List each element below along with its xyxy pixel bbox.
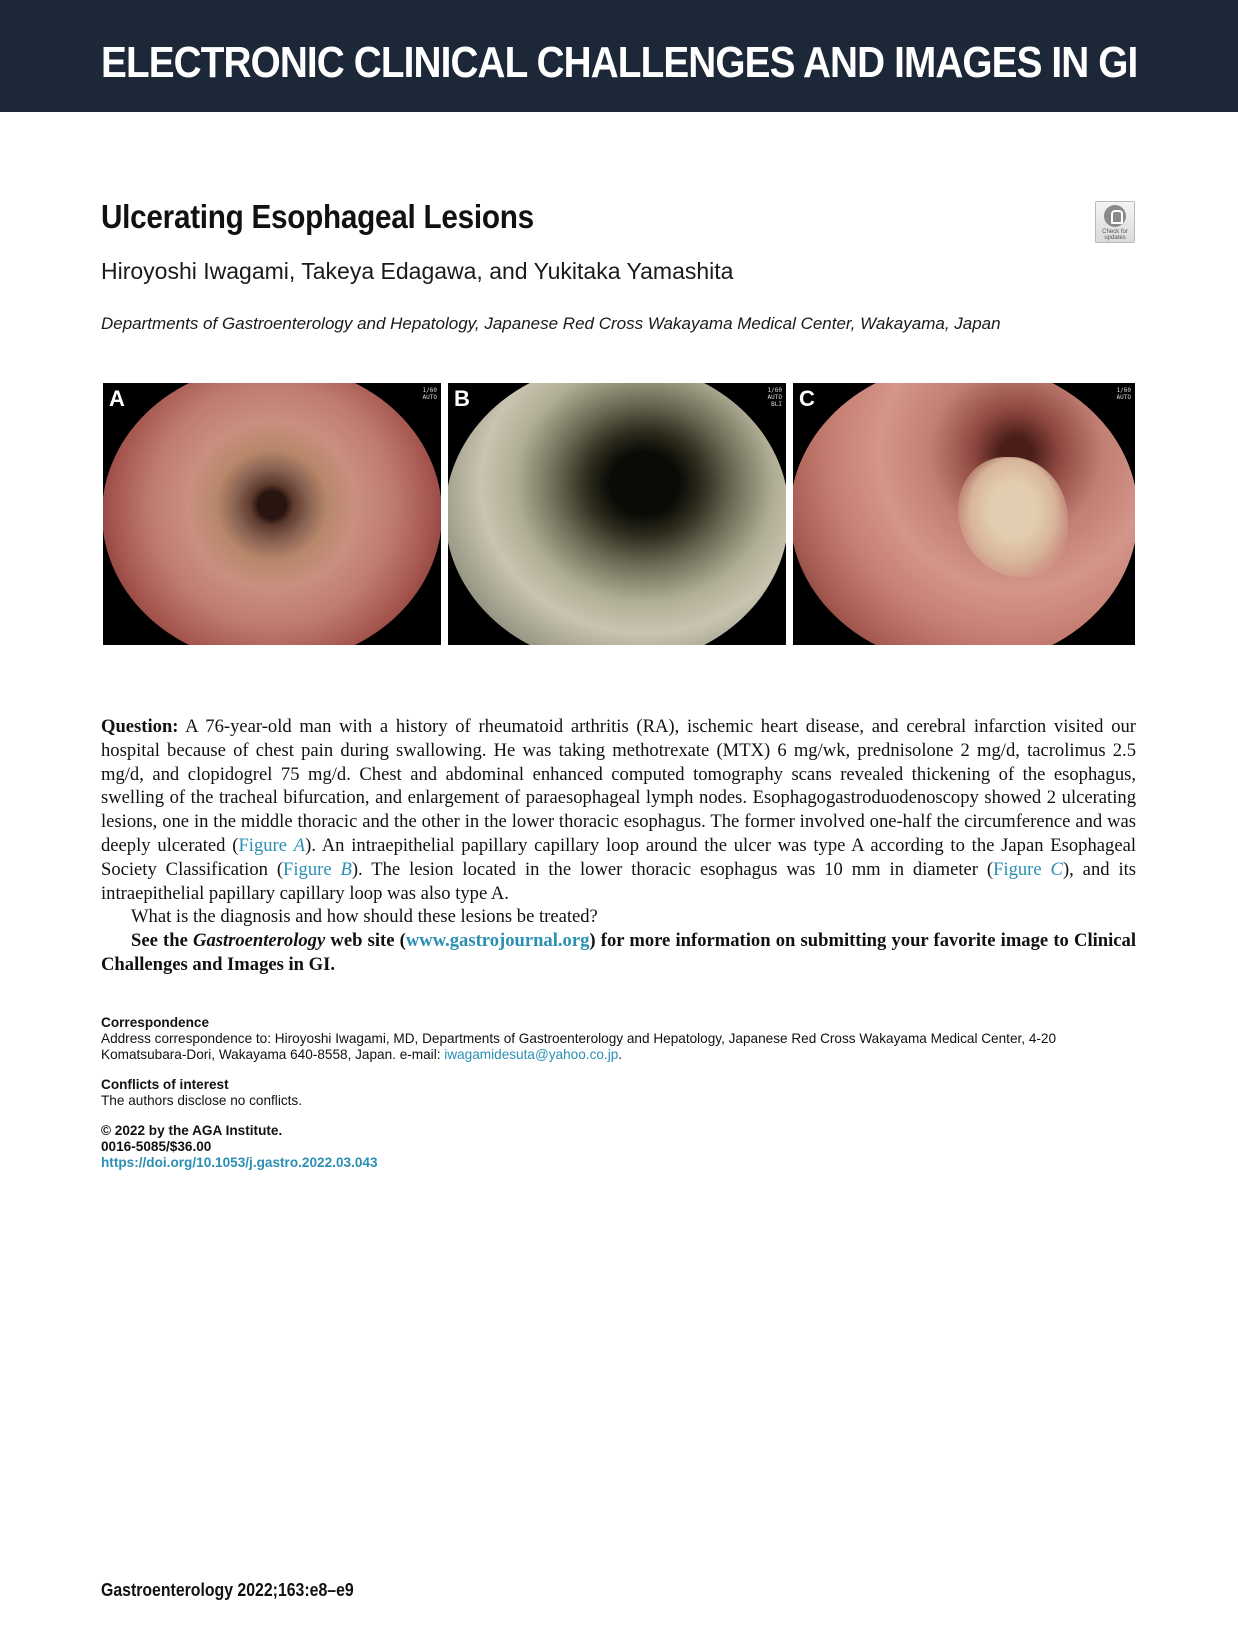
submission-text-2: web site ( [325,930,406,952]
badge-label: Check for updates [1102,229,1128,241]
article-title: Ulcerating Esophageal Lesions [101,198,534,235]
question-text [101,715,1136,977]
affiliation: Departments of Gastroenterology and Hepatology, Japanese Red Cross Wakayama Medical Center, Wakayama, Japan [101,314,1001,333]
journal-name: Gastroenterology [193,930,326,952]
question-text-1: A 76-year-old man with a history of rheumatoid arthritis (RA), ischemic heart disease, and cerebral infarction visited our hospital because of chest pain during swallowing. He was taking methotrexate (MTX) 6 mg/wk, prednisolone 2 mg/d, tacrolimus 2.5 mg/d, and clopidogrel 75 mg/d. Chest and abdominal enhanced computed tomography scans revealed thickening of the esophagus, swelling of the tracheal bifurcation, and enlargement of paraesophageal lymph nodes. Esophagogastroduodenoscopy showed 2 ulcerating lesions, one in the middle thoracic and the other in the lower thoracic esophagus. The former involved one-half the circumference and was deeply ulcerated ( [101,716,1136,856]
submission-note [101,929,1136,977]
correspondence-end: . [618,1047,623,1062]
question-text-4: ), and its intraepithelial papillary capillary loop was also type A. [101,858,1137,904]
bookmark-icon [1104,205,1126,227]
figure-a-link-word[interactable]: Figure [238,834,287,856]
doi-link[interactable]: https://doi.org/10.1053/j.gastro.2022.03.043 [101,1155,378,1170]
conflicts-text: The authors disclose no conflicts. [101,1093,302,1108]
panel-letter-a: A [109,386,125,411]
article-notes [101,1015,1136,1171]
figure-panel-c [793,383,1135,645]
figure-a-link-letter[interactable]: A [293,834,306,856]
panel-info-a: 1/60 AUTO [422,387,437,401]
journal-citation: Gastroenterology 2022;163:e8–e9 [101,1580,354,1600]
figure-c-link[interactable] [993,859,1063,880]
banner-title: ELECTRONIC CLINICAL CHALLENGES AND IMAGES IN GI [101,38,1138,87]
check-for-updates-badge[interactable] [1095,201,1135,243]
figure-panel-a [103,383,441,645]
question-text-2: ). An intraepithelial papillary capillary loop around the ulcer was type A according to the Japan Esophageal Society Classification ( [101,834,1136,880]
journal-website-link[interactable]: www.gastrojournal.org [405,930,590,952]
lesion-highlight [958,457,1068,577]
figure-panel-b [448,383,786,645]
endoscopy-image-a [103,383,441,645]
figure-b-link[interactable] [283,859,352,880]
figure-a-link[interactable] [238,835,305,856]
correspondence-address: Address correspondence to: Hiroyoshi Iwagami, MD, Departments of Gastroenterology and Hepatology, Japanese Red Cross Wakayama Medical Center, 4-20 Komatsubara-Dori, Wakayama 640-8558, Japan. e-mail: [101,1031,1057,1062]
submission-text-1: See the [131,930,194,952]
question-paragraph [101,715,1136,905]
figure-c-link-letter[interactable]: C [1050,858,1063,880]
endoscopy-image-b [448,383,786,645]
correspondence-text [101,1031,1136,1063]
issn-price: 0016-5085/$36.00 [101,1139,212,1154]
figure-b-link-word[interactable]: Figure [283,858,332,880]
copyright-line: © 2022 by the AGA Institute. [101,1123,283,1138]
journal-banner [0,0,1238,112]
submission-text-3: ) for more information on submitting your favorite image to Clinical Challenges and Images in GI. [101,930,1136,975]
email-link[interactable]: iwagamidesuta@yahoo.co.jp [444,1047,619,1062]
panel-letter-b: B [454,386,470,411]
endoscopy-image-c [793,383,1135,645]
author-list: Hiroyoshi Iwagami, Takeya Edagawa, and Yukitaka Yamashita [101,258,734,284]
figure-c-link-word[interactable]: Figure [993,858,1042,880]
figure-b-link-letter[interactable]: B [340,858,352,880]
panel-info-c: 1/60 AUTO [1116,387,1131,401]
question-text-3: ). The lesion located in the lower thoracic esophagus was 10 mm in diameter ( [351,858,994,880]
question-label: Question: [101,716,179,737]
panel-letter-c: C [799,386,815,411]
question-prompt: What is the diagnosis and how should these lesions be treated? [131,906,598,928]
conflicts-heading: Conflicts of interest [101,1077,229,1092]
correspondence-heading: Correspondence [101,1015,210,1030]
panel-info-b: 1/60 AUTO BLI [767,387,782,408]
